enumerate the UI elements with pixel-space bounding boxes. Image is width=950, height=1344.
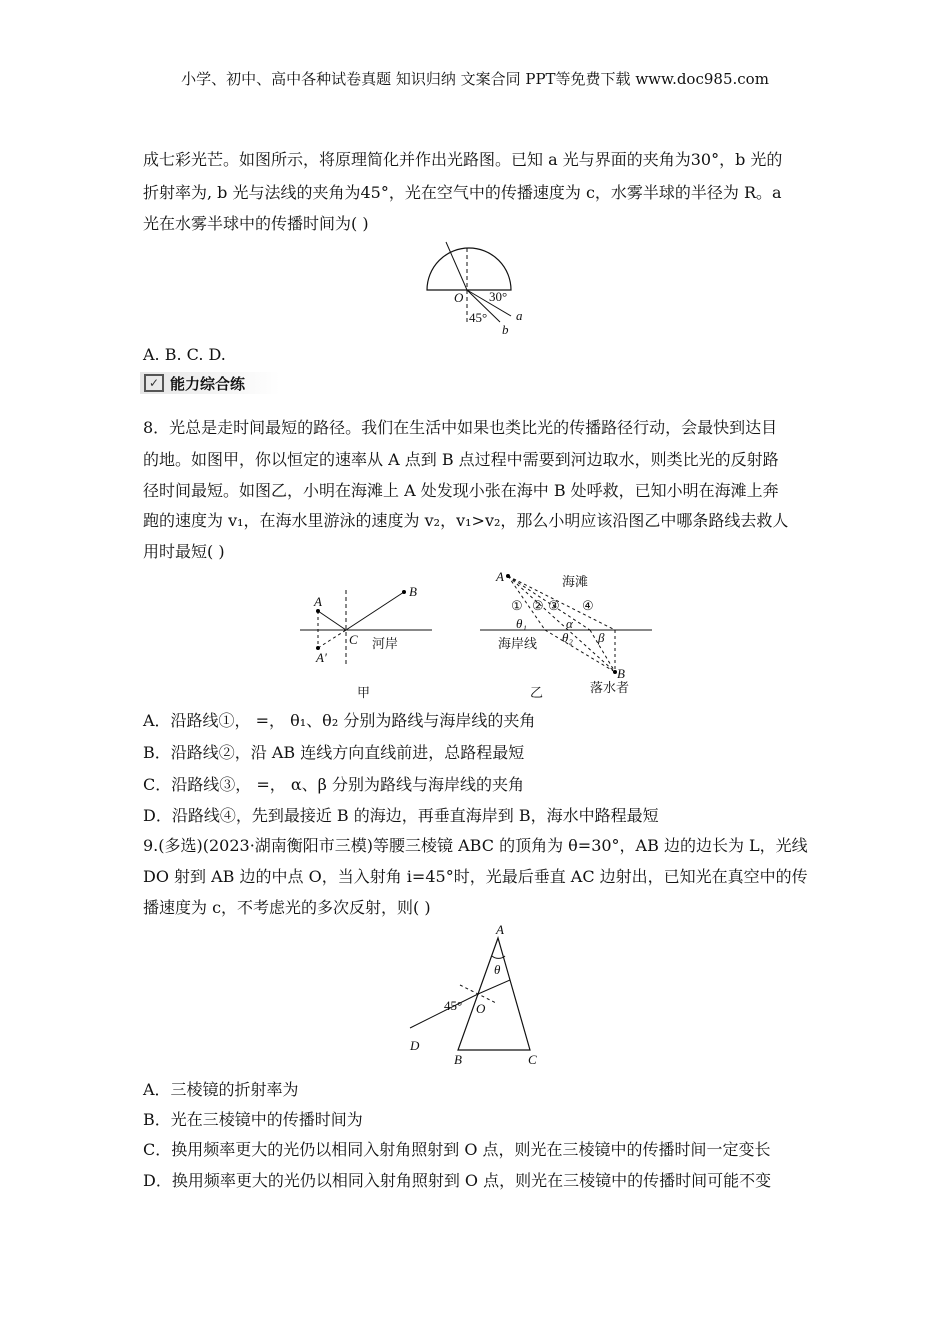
q7-line: 折射率为, b 光与法线的夹角为45°，光在空气中的传播速度为 c，水雾半球的半径为 R。a [143,183,782,202]
label-C: C [528,1052,537,1067]
label-b: b [502,322,509,337]
q9-option-c: C．换用频率更大的光仍以相同入射角照射到 O 点，则光在三棱镜中的传播时间一定变长 [143,1140,771,1159]
route-3: ③ [548,598,560,613]
q9-option-a: A．三棱镜的折射率为 [143,1080,299,1099]
label-C: C [349,632,358,647]
q8-option-b: B．沿路线②，沿 AB 连线方向直线前进，总路程最短 [143,743,525,762]
label-A-prime: A′ [316,650,327,665]
label-30: 30° [489,289,508,304]
q9-line: 播速度为 c，不考虑光的多次反射，则( ) [143,898,431,917]
label-beach: 海滩 [562,574,589,589]
label-D: D [410,1038,420,1053]
checkbox-icon: ✓ [144,374,164,392]
label-45: 45° [469,310,488,325]
q9-option-b: B．光在三棱镜中的传播时间为 [143,1110,363,1129]
section-title: 能力综合练 [170,374,246,393]
q8-line: 8．光总是走时间最短的路径。我们在生活中如果也类比光的传播路径行动，会最快到达目 [143,418,778,437]
route-4: ④ [582,598,594,613]
label-o: O [454,290,464,305]
q9-line: DO 射到 AB 边的中点 O，当入射角 i=45°时，光最后垂直 AC 边射出，已知光在真空中的传 [143,867,808,886]
q8-option-c: C．沿路线③， =， α、β 分别为路线与海岸线的夹角 [143,775,524,794]
label-beta: β [598,630,605,645]
label-A: A [314,594,322,609]
caption-yi: 乙 [530,685,544,700]
q8-line: 用时最短( ) [143,542,225,561]
page-header: 小学、初中、高中各种试卷真题 知识归纳 文案合同 PPT等免费下载 www.doc985.com [181,70,769,88]
q7-options: A. B. C. D. [143,345,226,364]
label-A: A [496,922,504,937]
label-B: B [409,584,417,599]
label-person: 落水者 [590,680,630,695]
q8-line: 的地。如图甲，你以恒定的速率从 A 点到 B 点过程中需要到河边取水，则类比光的反射路 [143,450,779,469]
label-theta2: θ₂ [562,630,573,645]
q8-option-a: A．沿路线①， =， θ₁、θ₂ 分别为路线与海岸线的夹角 [143,711,536,730]
label-alpha: α [566,616,573,631]
q7-line: 成七彩光芒。如图所示，将原理简化并作出光路图。已知 a 光与界面的夹角为30°，b 光的 [143,150,783,169]
label-A: A [496,569,504,584]
label-shore: 河岸 [372,636,399,651]
q8-option-d: D．沿路线④，先到最接近 B 的海边，再垂直海岸到 B，海水中路程最短 [143,806,659,825]
label-45: 45° [444,998,463,1013]
caption-jia: 甲 [357,685,371,700]
q9-line: 9.(多选)(2023·湖南衡阳市三模)等腰三棱镜 ABC 的顶角为 θ=30°，AB 边的边长为 L，光线 [143,836,808,855]
label-B: B [454,1052,462,1067]
q8-line: 径时间最短。如图乙，小明在海滩上 A 处发现小张在海中 B 处呼救，已知小明在海滩上奔 [143,481,779,500]
label-a: a [516,308,523,323]
label-theta: θ [494,962,501,977]
label-shoreline: 海岸线 [498,636,538,651]
route-1: ① [511,598,523,613]
label-theta1: θ₁ [516,616,527,631]
q7-line: 光在水雾半球中的传播时间为( ) [143,214,369,233]
q9-option-d: D．换用频率更大的光仍以相同入射角照射到 O 点，则光在三棱镜中的传播时间可能不变 [143,1171,772,1190]
label-B: B [617,666,625,681]
label-O: O [476,1001,486,1016]
q8-line: 跑的速度为 v₁，在海水里游泳的速度为 v₂，v₁>v₂，那么小明应该沿图乙中哪条路线去救人 [143,511,789,530]
route-2: ② [532,598,544,613]
